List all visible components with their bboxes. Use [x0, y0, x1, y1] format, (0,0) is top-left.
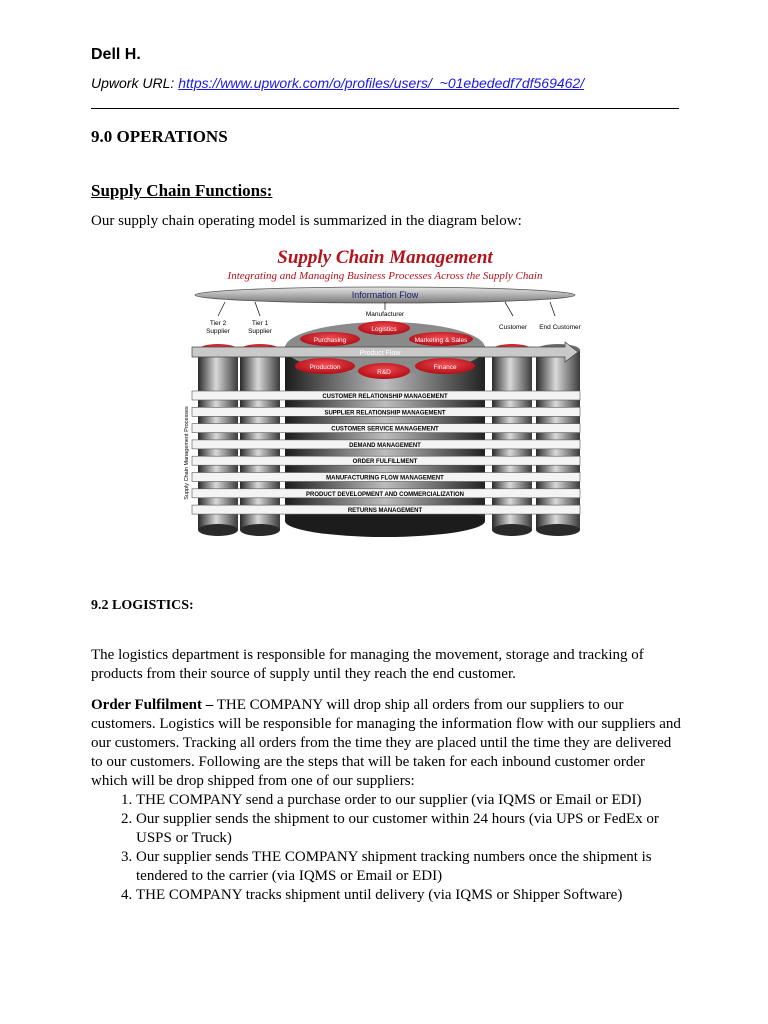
step-item: 3. Our supplier sends THE COMPANY shipment tracking numbers once the shipment is tendered to the carrier (via IQMS or Email or EDI) — [136, 848, 681, 886]
rd-label: R&D — [377, 369, 391, 376]
manufacturer-label: Manufacturer — [365, 311, 405, 318]
process-label: MANUFACTURING FLOW MANAGEMENT — [326, 475, 444, 482]
diagram-subtitle: Integrating and Managing Business Processes Across the Supply Chain — [227, 270, 543, 282]
logistics-title: 9.2 LOGISTICS: — [91, 598, 194, 613]
logistics-label: Logistics — [371, 326, 397, 333]
order-fulfilment-label: Order Fulfilment – — [91, 697, 214, 713]
profile-link[interactable]: https://www.upwork.com/o/profiles/users/_~01ebededf7df569462/ — [178, 75, 585, 91]
process-label: ORDER FULFILLMENT — [352, 459, 418, 466]
production-label: Production — [309, 364, 341, 371]
logistics-paragraph: The logistics department is responsible for managing the movement, storage and tracking of products from their source of supply until they reach the end customer. — [91, 647, 644, 682]
tier1-supplier-label: Supplier — [248, 328, 272, 335]
process-label: DEMAND MANAGEMENT — [349, 442, 421, 449]
finance-label: Finance — [433, 364, 457, 371]
product-flow-label: Product Flow — [359, 350, 401, 357]
header-divider — [91, 108, 679, 109]
process-label: CUSTOMER RELATIONSHIP MANAGEMENT — [322, 394, 448, 400]
fulfilment-steps — [91, 791, 681, 905]
author-name: Dell H. — [91, 46, 141, 63]
information-flow-label: Information Flow — [351, 290, 419, 300]
order-fulfilment-text: THE COMPANY will drop ship all orders from our suppliers to our customers. Logistics will be responsible for managing the information flow with our suppliers and our customers. Tracking all orders from the time they are placed until the time they are delivered to our customers. Following are the steps that will be taken for each inbound customer order which will be drop shipped from one of our suppliers: — [91, 697, 681, 789]
diagram-title: Supply Chain Management — [277, 247, 493, 268]
process-label: PRODUCT DEVELOPMENT AND COMMERCIALIZATION — [306, 491, 464, 498]
end-customer-label: End Customer — [539, 324, 581, 331]
tier1-label: Tier 1 — [251, 320, 269, 327]
marketing-label: Marketing & Sales — [414, 337, 468, 344]
tier2-label: Tier 2 — [209, 320, 227, 327]
processes-side-label: Supply Chain Management Processes — [184, 406, 190, 500]
step-item: 4. THE COMPANY tracks shipment until delivery (via IQMS or Shipper Software) — [136, 886, 681, 905]
process-label: CUSTOMER SERVICE MANAGEMENT — [331, 426, 439, 433]
supply-chain-diagram — [180, 238, 590, 538]
url-line — [91, 75, 584, 91]
step-item: 2. Our supplier sends the shipment to our customer within 24 hours (via UPS or FedEx or USPS or Truck) — [136, 810, 681, 848]
subsection-title: Supply Chain Functions: — [91, 181, 273, 200]
step-item: 1. THE COMPANY send a purchase order to our supplier (via IQMS or Email or EDI) — [136, 791, 681, 810]
customer-label: Customer — [498, 324, 528, 331]
url-label: Upwork URL: — [91, 75, 175, 91]
order-fulfilment-paragraph — [91, 696, 681, 791]
intro-paragraph: Our supply chain operating model is summarized in the diagram below: — [91, 213, 522, 229]
process-label: RETURNS MANAGEMENT — [347, 508, 423, 515]
process-label: SUPPLIER RELATIONSHIP MANAGEMENT — [324, 410, 446, 417]
purchasing-label: Purchasing — [313, 337, 347, 344]
tier2-supplier-label: Supplier — [206, 328, 230, 335]
section-title: 9.0 OPERATIONS — [91, 127, 228, 146]
